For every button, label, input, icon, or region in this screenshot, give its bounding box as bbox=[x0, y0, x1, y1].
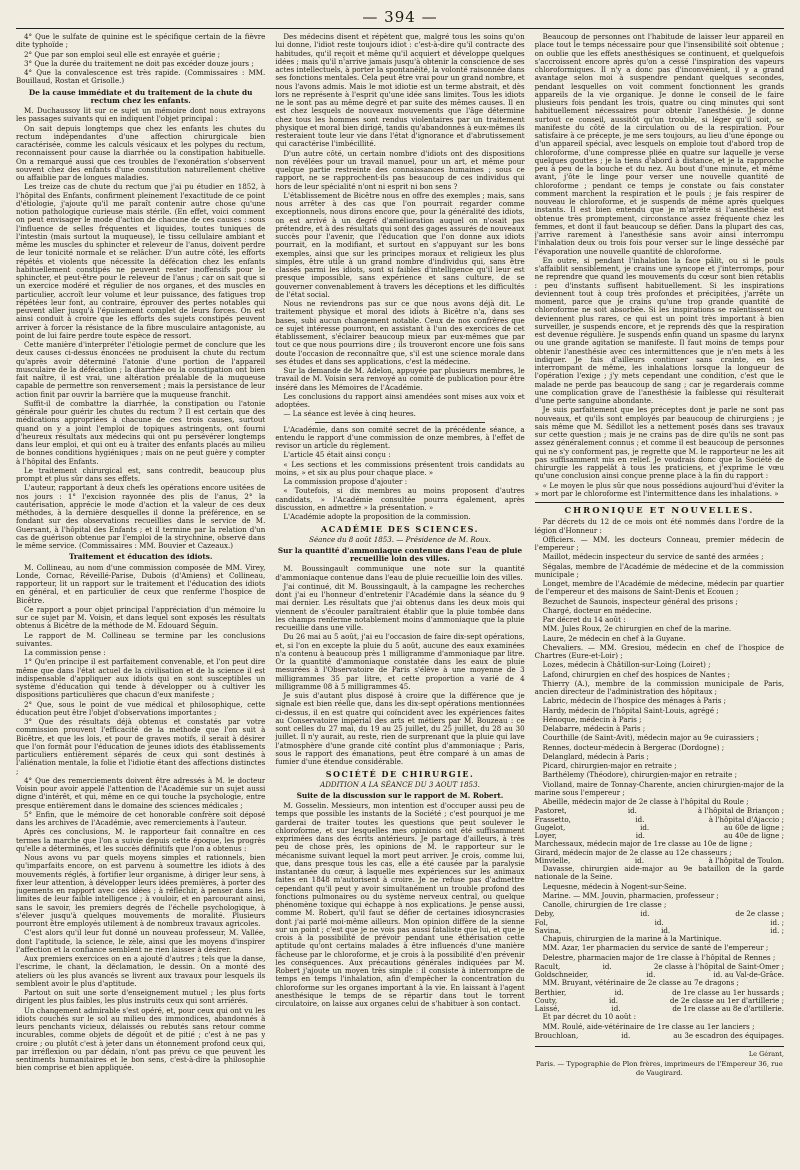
paragraph: Par décrets du 12 de ce mois ont été nommés dans l'ordre de la légion d'Honneur : bbox=[534, 517, 784, 535]
paragraph: Delabarre, médecin à Paris ; bbox=[542, 724, 646, 733]
paragraph: Lafond, chirurgien en chef des hospices de Nantes ; bbox=[542, 669, 731, 679]
section-title: ACADÉMIE DES SCIENCES. bbox=[321, 524, 479, 535]
paragraph: Rennes, docteur-médecin à Bergerac (Dordogne) ; bbox=[542, 742, 725, 752]
paragraph: Officiers. — MM. les docteurs Conneau, premier médecin de l'empereur ; bbox=[534, 534, 784, 552]
paragraph: La commission propose d'ajouter : bbox=[283, 477, 408, 486]
list-cell: id. bbox=[635, 814, 645, 824]
paragraph: 5° Enfin, que le mémoire de cet honorable confrère soit déposé dans les archives de l'Académie, avec remerciements à l'auteur. bbox=[16, 809, 266, 827]
paragraph: Longet, membre de l'Académie de médecine, médecin par quartier de l'empereur et des maisons de Saint-Denis et Ecouen ; bbox=[534, 579, 784, 597]
list-cell: à l'hôpital de Toulon. bbox=[708, 855, 784, 865]
divider bbox=[315, 422, 484, 423]
paragraph: Des médecins disent et répètent que, malgré tous les soins qu'on lui donne, l'idiot reste toujours idiot : c'est-à-dire qu'il contracte des habitudes, qu'il reçoit et même qu'il acquiert et développe quelques idées ; mais qu'il n'arrive jamais jusqu'à obtenir la conscience de ses actes intellectuels, à porter la spontanéité, la volonté raisonnée dans ses fonctions mentales. Cela peut être vrai pour un grand nombre, et nous l'avons admis. Mais le mot idiotie est un terme abstrait, et dès lors ne représente à l'esprit qu'une idée sans limites. Tous les idiots ne le sont pas au même degré et par suite des mêmes causes. Il en est chez lesquels de nouveaux mouvements que l'âge détermine chez tous les hommes sont rendus violentaires par un traitement physique et moral bien dirigé, tandis qu'abandonnés à eux-mêmes ils resteraient toute leur vie dans l'état d'ignorance et d'abrutissement qui caractérise l'imbécillité. bbox=[275, 33, 525, 149]
paragraph: Hénoque, médecin à Paris ; bbox=[542, 714, 642, 724]
paragraph: En outre, si pendant l'inhalation la face pâlit, ou si le pouls s'affaiblit sensiblement, je crains une syncope et j'interromps, pour ne reprendre que quand les mouvements du cœur sont bien rétablis : peu d'instants suffisent habituellement. Si les inspirations deviennent tout à coup très profondes et précipitées, j'arrête un moment, parce que je crains qu'une trop grande quantité de chloroforme ne soit absorbée. Si les inspirations se ralentissent ou deviennent plus rares, ce qui est un point très important à bien surveiller, je suspends encore, et je reprends dès que la respiration est devenue régulière. Je suspends enfin quand un spasme du larynx ou une grande agitation se manifeste. Il faut moins de temps pour obtenir l'anesthésie avec ces intermittences que je n'en mets à les indiquer. Je fais d'ailleurs continuer sans crainte, en les interrompant de même, les inhalations lorsque la longueur de l'opération l'exige ; j'y mets cependant une condition, c'est que le malade ne perde pas beaucoup de sang ; car je regarderais comme une complication grave de l'anesthésie la faiblesse qui résulterait d'une perte sanguine abondante. bbox=[534, 255, 784, 405]
section-title: CHRONIQUE ET NOUVELLES. bbox=[564, 506, 755, 516]
paragraph: Beaucoup de personnes ont l'habitude de laisser leur appareil en place tout le temps nécessaire pour que l'insensibilité soit obtenue ; on oublie que les effets anesthésiques se continuent, et quelquefois s'accroissent encore après qu'on a cessé l'inspiration des vapeurs chloroformiques. Il n'y a donc pas d'inconvénient, il y a grand avantage selon moi à suspendre pendant quelques secondes, pendant lesquelles on voit comment fonctionnent les grands appareils de la vie organique. Je donne le conseil de le faire plusieurs fois pendant les trois, quatre ou cinq minutes qui sont habituellement nécessaires pour obtenir l'anesthésie. Je donne surtout ce conseil, aussitôt qu'un trouble, si léger qu'il soit, se manifeste du côté de la circulation ou de la respiration. Pour satisfaire à ce précepte, je me sers toujours, au lieu d'une éponge ou d'un appareil spécial, avec lesquels on emploie tout d'abord trop de chloroforme, d'une compresse pliée en quatre sur laquelle je verse quelques gouttes ; je la tiens d'abord à distance, et je la rapproche peu à peu de la bouche et du nez. Au bout d'une minute, et même avant, j'ôte le linge pour verser une nouvelle quantité de chloroforme ; pendant ce temps je constate ou fais constater comment marchent la respiration et le pouls ; je fais respirer de nouveau le chloroforme, et je suspends de même après quelques instants. Il est bien entendu que je m'arrête si l'anesthésie est obtenue très promptement, circonstance assez fréquente chez les femmes, et dont il faut beaucoup se défier. Dans la plupart des cas, j'arrive rarement à l'anesthésie sans avoir ainsi interrompu l'inhalation deux ou trois fois pour verser sur le linge desséché par l'évaporation une nouvelle quantité de chloroforme. bbox=[534, 33, 784, 256]
paragraph: 1° Qu'en principe il est parfaitement convenable, et l'on peut dire même que dans l'état actuel de la civilisation et de la science il est indispensable d'appliquer aux idiots qui en sont susceptibles un système d'éducation qui tende à développer ou à cultiver les dispositions particulières que chacun d'eux manifeste ; bbox=[16, 657, 266, 700]
paragraph: Les treize cas de chute du rectum que j'ai pu étudier en 1852, à l'hôpital des Enfants, confirment pleinement l'exactitude de ce point d'étiologie, j'ajoute qu'il me paraît contenir autre chose qu'une notion pathologique curieuse mais stérile. (En effet, voici comment on peut envisager le mode d'action de chacune de ces causes : sous l'influence de selles fréquentes et liquides, toutes tuniques de l'intestin (mais surtout la muqueuse), le tissu cellulaire ambiant et même les muscles du sphincter et releveur de l'anus, doivent perdre de leur tonicité normale et se relâcher. D'un autre côté, les efforts répétés et violents que nécessite la défécation chez les enfants habituellement constipés ne peuvent rester inoffensifs pour le sphincter, et peut-être pour le releveur de l'anus ; car on sait que si un exercice modéré et régulier de nos organes, et des muscles en particulier, accroît leur volume et leur puissance, des fatigues trop répétées leur font, au contraire, éprouver des pertes notables qui peuvent aller jusqu'à l'épuisement complet de leurs forces. On est ainsi conduit à croire que les efforts des sujets constipés peuvent arriver à forcer la résistance de la fibre musculaire antagoniste, au point de lui faire perdre toute espèce de ressort. bbox=[16, 182, 266, 340]
paragraph: Après ces conclusions, M. le rapporteur fait connaître en ces termes la marche que l'on a suivie depuis cette époque, les progrès qu'elle a déterminés, et les succès définitifs que l'on a obtenus : bbox=[16, 827, 266, 853]
list-cell: id. bbox=[621, 1030, 631, 1040]
paragraph: L'établissement de Bicêtre nous en offre des exemples ; mais, sans nous arrêter à des cas que l'on pourrait regarder comme exceptionnels, nous dirons encore que, pour la généralité des idiots, on est arrivé à un degré d'amélioration auquel on n'osait pas prétendre, et à des résultats qui sont des gages assurés de nouveaux succès pour l'avenir, que l'éducation que l'on donne aux idiots pourrait, en la modifiant, et surtout en s'appuyant sur les bons exemples, ainsi que sur les principes moraux et religieux les plus simples, être utile à un grand nombre d'individus qui, sans être classés parmi les idiots, sont si faibles d'intelligence qu'il leur est presque impossible, sans expérience et sans culture, de se gouverner convenablement à travers les déceptions et les difficultés de l'état social. bbox=[275, 190, 525, 299]
list-cell: id. bbox=[608, 995, 619, 1005]
paragraph: Un changement admirable s'est opéré, et, pour ceux qui ont vu les idiots couchés sur le sol au milieu des immondices, abandonnés à leurs penchants vicieux, délaissés ou rebutés sans retour comme incurables, comme objets de dégoût et de pitié ; c'est à ne pas y croire ; ou plutôt c'est à jeter dans un étonnement profond ceux qui, par irréflexion ou par dédain, n'ont pas prévu ce que peuvent les sentiments humanitaires et le bon sens, c'est-à-dire la philosophie bien comprise et bien appliquée. bbox=[16, 1005, 266, 1073]
paragraph: Le traitement chirurgical est, sans contredit, beaucoup plus prompt et plus sûr dans ses effets. bbox=[16, 465, 266, 483]
paragraph: Violland, maire de Tonnay-Charente, ancien chirurgien-major de la marine sous l'empereur ; bbox=[534, 779, 784, 797]
paragraph: Maillot, médecin inspecteur du service de santé des armées ; bbox=[542, 552, 764, 562]
text-columns bbox=[16, 33, 784, 1157]
list-cell: Deby, bbox=[534, 909, 555, 919]
paragraph: La commission pense : bbox=[24, 648, 106, 657]
paragraph: Marine. — MM. Jouvin, pharmacien, professeur ; bbox=[542, 890, 719, 900]
list-cell: Berthier, bbox=[534, 987, 567, 997]
paragraph: « Toutefois, si dix membres au moins proposent d'autres candidats, » l'Académie consultée pourra également, après discussion, en admettre » la présentation. » bbox=[275, 486, 525, 512]
list-cell: id. bbox=[640, 822, 650, 832]
list-cell: au 60e de ligne ; bbox=[723, 822, 784, 832]
paragraph: Hardy, médecin de l'hôpital Saint-Louis, agrégé ; bbox=[542, 705, 719, 715]
paragraph: 4° Que des remerciements doivent être adressés à M. le docteur Voisin pour avoir appelé l'attention de l'Académie sur un sujet aussi digne d'intérêt, et qui, même en ce qui touche la psychologie, entre presque entièrement dans le domaine des sciences médicales ; bbox=[16, 775, 266, 810]
list-cell: id. bbox=[634, 855, 644, 865]
paragraph: Labric, médecin de l'hospice des ménages à Paris ; bbox=[542, 696, 727, 706]
list-cell: Goldschneider, bbox=[534, 970, 589, 979]
paragraph: 2° Que par son emploi seul elle est enrayée et guérie ; bbox=[24, 49, 221, 59]
paragraph: Je suis parfaitement que les préceptes dont je parle ne sont pas nouveaux, et qu'ils sont employés par beaucoup de chirurgiens ; je sais même que M. Sédillot les a nettement posés dans ses travaux sur cette question ; mais je ne crains pas de dire qu'ils ne sont pas assez généralement connus ; et comme il est beaucoup de personnes qui ne s'y conforment pas, je regrette que M. le rapporteur ne les ait pas suffisamment mis en relief. Je voudrais donc que la Société de chirurgie les rappelât à tous les praticiens, et j'exprime le vœu qu'une conclusion ainsi conçue prenne place à la fin du rapport : bbox=[534, 405, 784, 481]
session-line: Séance du 8 août 1853. — Présidence de M. Roux. bbox=[309, 534, 491, 544]
paragraph: Ségalas, membre de l'Académie de médecine et de la commission municipale ; bbox=[534, 561, 784, 579]
paragraph: Lozes, médecin à Châtillon-sur-Loing (Loiret) ; bbox=[542, 660, 711, 670]
list-cell: Pastoret, bbox=[534, 806, 567, 816]
paragraph: Laure, 2e médecin en chef à la Guyane. bbox=[542, 633, 686, 643]
paragraph: M. Boussingault communique une note sur la quantité d'ammoniaque contenue dans l'eau de pluie recueillie loin des villes. bbox=[275, 564, 525, 582]
column-left bbox=[16, 33, 265, 1157]
paragraph: Barthélemy (Théodore), chirurgien-major en retraite ; bbox=[542, 770, 738, 780]
paragraph: Partout on suit une sorte d'enseignement mutuel ; les plus forts dirigent les plus faibles, les plus instruits ceux qui sont arriérés. bbox=[16, 988, 266, 1006]
list-cell: Couty, bbox=[534, 995, 558, 1005]
section-title: SOCIÉTÉ DE CHIRURGIE. bbox=[325, 769, 475, 780]
paragraph: Et par décret du 10 août : bbox=[542, 1012, 636, 1022]
page-header bbox=[16, 6, 784, 29]
list-cell: Laissé, bbox=[534, 1004, 560, 1013]
paragraph: L'Académie, dans son comité secret de la précédente séance, a entendu le rapport d'une commission de onze membres, à l'effet de revisor un article du règlement. bbox=[275, 424, 525, 450]
section-heading: Traitement et éducation des idiots. bbox=[68, 552, 213, 562]
paragraph: Canolle, chirurgien de 1re classe ; bbox=[542, 900, 667, 909]
section-heading: Sur la quantité d'ammoniaque contenue dans l'eau de pluie recueillie loin des villes. bbox=[277, 545, 523, 563]
paragraph: Sur la demande de M. Adelon, appuyée par plusieurs membres, le travail de M. Voisin sera renvoyé au comité de publication pour être inséré dans les Mémoires de l'Académie. bbox=[275, 366, 525, 392]
list-cell: Brouchloan, bbox=[534, 1030, 579, 1040]
list-cell: Girard, médecin major de 2e classe au 12e chasseurs ; bbox=[534, 847, 732, 857]
list-cell: de 1re classe au 8e d'artillerie. bbox=[672, 1004, 784, 1013]
appointment-list bbox=[535, 963, 784, 980]
paragraph: MM. Azar, 1er pharmacien du service de santé de l'empereur ; bbox=[542, 943, 769, 953]
list-cell: Racult, bbox=[534, 961, 561, 971]
list-cell: au 40e de ligne ; bbox=[723, 831, 784, 840]
paragraph: MM. Jules Roux, 2e chirurgien en chef de la marine. bbox=[542, 624, 732, 634]
paragraph: Bezuchet de Saunois, inspecteur général des prisons ; bbox=[542, 596, 738, 606]
appointment-list bbox=[535, 989, 784, 1014]
paragraph: L'Académie adopte la proposition de la commission. bbox=[283, 512, 471, 521]
paragraph: Picard, chirurgien-major en retraite ; bbox=[542, 761, 677, 770]
column-middle bbox=[275, 33, 524, 1157]
paragraph: Les conclusions du rapport ainsi amendées sont mises aux voix et adoptées. bbox=[275, 391, 525, 409]
session-line: ADDITION A LA SÉANCE DU 3 AOUT 1853. bbox=[320, 779, 480, 789]
list-cell: id. bbox=[635, 831, 645, 840]
paragraph: L'article 45 était ainsi conçu : bbox=[283, 450, 391, 460]
list-cell: id. au Val-de-Grâce. bbox=[713, 970, 784, 979]
appointment-list bbox=[535, 807, 784, 865]
divider bbox=[535, 502, 784, 503]
paragraph: MM. Roulé, aide-vétérinaire de 1re classe au 1er lanciers ; bbox=[542, 1021, 755, 1031]
paragraph: D'un autre côté, un certain nombre d'idiots ont des dispositions non révélées pour un travail manuel, pour un art, et même pour quelque partie restreinte des connaissances humaines ; sous ce rapport, ne se rapprochent-ils pas beaucoup de ces individus qui hors de leur spécialité n'ont ni esprit ni bon sens ? bbox=[275, 148, 525, 191]
section-heading: De la cause immédiate et du traitement de la chute du rectum chez les enfants. bbox=[28, 87, 253, 105]
paragraph: MM. Bruyant, vétérinaire de 2e classe au 7e dragons ; bbox=[542, 978, 739, 988]
list-cell: au 3e escadron des équipages. bbox=[673, 1030, 784, 1040]
list-cell: à l'hôpital d'Ajaccio ; bbox=[708, 814, 784, 824]
list-item bbox=[535, 1032, 784, 1040]
paragraph: Nous avons vu par quels moyens simples et rationnels, bien qu'imparfaits encore, on est parvenu à soumettre les idiots à des mouvements réglés, à fortifier leur organisme, à diriger leur sens, à fixer leur attention, à développer leurs idées premières, à porter des jugements en rapport avec ces idées ; à réfléchir, à penser dans les limites de leur faible intelligence ; à vouloir, et en parcourant ainsi, sans le savoir, les premiers degrés de l'échelle psychologique, à s'élever jusqu'à quelques mouvements de moralité. Plusieurs pourront être employés utilement à de nombreux travaux agricoles. bbox=[16, 853, 266, 928]
list-cell: id. bbox=[640, 909, 650, 919]
imprint-footer bbox=[535, 1046, 784, 1077]
list-cell: id. bbox=[611, 1004, 621, 1013]
paragraph: Courthille (de Saint-Avit), médecin major au 9e cuirassiers ; bbox=[542, 733, 759, 743]
list-cell: id. bbox=[614, 987, 624, 997]
paragraph: M. Duchaussoy lit sur ce sujet un mémoire dont nous extrayons les passages suivants qui en indiquent l'objet principal : bbox=[16, 106, 266, 124]
paragraph: Abeille, médecin major de 2e classe à l'hôpital du Roule ; bbox=[542, 797, 749, 806]
list-cell: id. bbox=[646, 970, 656, 979]
paragraph: L'auteur, rapportant à deux chefs les opérations encore usitées de nos jours : 1° l'excision rayonnée des plis de l'anus, 2° la cautérisation, apprécie le mode d'action et la valeur de ces deux méthodes, à la dernière desquelles il donne la préférence, en se fondant sur des observations recueillies dans le service de M. Guersant, à l'hôpital des Enfants ; et il termine par la relation d'un cas de guérison obtenue par l'emploi de la strychnine, observé dans le même service. (Commissaires : MM. Bouvier et Cazeaux.) bbox=[16, 483, 266, 550]
paragraph: On sait depuis longtemps que chez les enfants les chutes du rectum indépendantes d'une affection chirurgicale bien caractérisée, comme les calculs vésicaux et les polypes du rectum, reconnaissent pour cause la diarrhée ou la constipation habituelle. On a remarqué aussi que ces troubles de l'exonération s'observent souvent chez des enfants d'une constitution naturellement chétive ou affaiblie par de longues maladies. bbox=[16, 123, 266, 182]
list-cell: id. ; bbox=[770, 917, 784, 927]
paragraph: 3° Que la durée du traitement ne doit pas excéder douze jours ; bbox=[24, 58, 254, 68]
gerant-label: Le Gérant, bbox=[748, 1050, 784, 1058]
list-cell: Loyer, bbox=[534, 831, 557, 840]
list-cell: de 2e classe au 1er d'artillerie ; bbox=[669, 995, 784, 1005]
list-cell: Marchessaux, médecin major de 1re classe au 10e de ligne ; bbox=[534, 839, 753, 849]
list-cell: id. bbox=[602, 961, 612, 971]
paragraph: Je suis d'autant plus disposé à croire que la différence que je signale est bien réelle que, dans les dix-sept opérations mentionnées ci-dessus, il en est quatre qui coïncident avec les expériences faites au Conservatoire impérial des arts et métiers par M. Bouzeau : ce sont celles du 27 mai, du 19 au 25 juillet, du 25 juillet, du 28 au 30 juillet. Il n'y aurait, au reste, rien de surprenant que la pluie qui lave l'atmosphère d'une grande cité contînt plus d'ammoniaque ; Paris, sous le rapport des émanations, peut être comparé à un amas de fumier d'une étendue considérable. bbox=[275, 691, 525, 766]
paragraph: Thierry (A.), membre de la commission municipale de Paris, ancien directeur de l'administration des hôpitaux ; bbox=[534, 678, 784, 696]
paragraph: Chargé, docteur en médecine. bbox=[542, 605, 652, 615]
section-heading: Suite de la discussion sur le rapport de M. Robert. bbox=[296, 790, 504, 800]
column-right bbox=[535, 33, 784, 1157]
paragraph: Nous ne reviendrons pas sur ce que nous avons déjà dit. Le traitement physique et moral des idiots à Bicêtre n'a, dans ses bases, subi aucun changement notable. Ceux de nos confrères que ce sujet intéresse pourront, en assistant à l'un des exercices de cet établissement, s'éclairer beaucoup mieux par eux-mêmes que par tout ce que nous pourrions dire ; ils trouveront encore une fois sans doute l'occasion de reconnaître que, s'il est une science morale dans ses études et dans ses applications, c'est la médecine. bbox=[275, 299, 525, 366]
list-cell: de 2e classe ; bbox=[735, 909, 784, 919]
paragraph: Delanglard, médecin à Paris ; bbox=[542, 751, 649, 761]
list-cell: Gugelot, bbox=[534, 822, 566, 832]
paragraph: Lequesne, médecin à Nogent-sur-Seine. bbox=[542, 881, 687, 891]
list-cell: de 1re classe au 1er hussards ; bbox=[672, 987, 784, 997]
paragraph: 4° Que la convalescence est très rapide. (Commissaires : MM. Bouillaud, Rostan et Grisolle.) bbox=[16, 68, 266, 86]
paragraph: Suffit-il de combattre la diarrhée, la constipation ou l'atonie générale pour guérir les chutes du rectum ? Il est certain que des médications appropriées à chacune de ces trois causes, surtout quand on y a joint l'emploi de topiques astringents, ont fourni d'heureux résultats aux médecins qui ont pu persévérer longtemps dans leur emploi, et qui ont eu à traiter des enfants placés au milieu de bonnes conditions hygiéniques ; mais on ne peut guère y compter à l'hôpital des Enfants. bbox=[16, 398, 266, 466]
paragraph: Par décret du 14 août : bbox=[542, 615, 626, 624]
list-cell: à l'hôpital de Briançon ; bbox=[697, 806, 784, 816]
paragraph: « Le moyen le plus sûr que nous possédions aujourd'hui d'éviter la » mort par le chloroforme est l'intermittence dans les inhalations. » bbox=[534, 480, 784, 498]
paragraph: 3° Que des résultats déjà obtenus et constatés par votre commission prouvent l'efficacité de la méthode que l'on suit à Bicêtre, et que les lois, et pour de graves motifs, il serait à désirer que l'on formât pour l'éducation de jeunes idiots des établissements particuliers entièrement séparés de ceux qui sont destinés à l'aliénation mentale, la folie et l'idiotie étant des affections distinctes ; bbox=[16, 717, 266, 776]
paragraph: 2° Que, sous le point de vue médical et philosophique, cette éducation peut être l'objet d'observations importantes ; bbox=[16, 699, 266, 717]
list-cell: Fol, bbox=[534, 917, 548, 927]
paragraph: J'ai continué, dit M. Boussingault, à la campagne les recherches dont j'ai eu l'honneur d'entretenir l'Académie dans la séance du 9 mai dernier. Les résultats que j'ai obtenus dans les deux mois qui viennent de s'écouler paraîtraient établir que la pluie tombée dans les champs renferme notablement moins d'ammoniaque que la pluie recueillie dans une ville. bbox=[275, 581, 525, 632]
list-cell: id. bbox=[627, 806, 637, 816]
list-cell: Frassetto, bbox=[534, 814, 571, 824]
appointment-list bbox=[535, 910, 784, 935]
paragraph: Le rapport de M. Collineau se termine par les conclusions suivantes. bbox=[16, 630, 266, 648]
paragraph: Davasse, chirurgien aide-major au 9e bataillon de la garde nationale de la Seine. bbox=[534, 864, 784, 882]
paragraph: Cette manière d'interpréter l'étiologie permet de conclure que les deux causes ci-dessus énoncées ne produisent la chute du rectum qu'après avoir déterminé l'atonie d'une portion de l'appareil musculaire de la défécation ; la diarrhée ou la constipation ont bien fait naître, il est vrai, une altération préalable de la muqueuse capable de permettre son renversement ; mais la persistance de leur action finit par ouvrir la barrière que la muqueuse franchit. bbox=[16, 340, 266, 399]
paragraph: Chevaliers. — MM. Gresiou, médecin en chef de l'hospice de Chartres (Eure-et-Loir) ; bbox=[534, 642, 784, 660]
paragraph: C'est alors qu'il leur fut donné un nouveau professeur, M. Vallée, dont l'aptitude, la science, le zèle, ainsi que les moyens d'inspirer l'affection et la confiance semblent ne rien laisser à désirer. bbox=[16, 928, 266, 954]
list-cell: 2e classe à l'hôpital de Saint-Omer ; bbox=[653, 961, 784, 971]
list-cell: Savina, bbox=[534, 925, 562, 935]
paragraph: M. Collineau, au nom d'une commission composée de MM. Virey, Londe, Cornac, Réveillé-Parise, Dubois (d'Amiens) et Collineau, rapporteur, lit un rapport sur le traitement et l'éducation des idiots en général, et en particulier de ceux que renferme l'hospice de Bicêtre. bbox=[16, 562, 266, 605]
paragraph: « Les sections et les commissions présentent trois candidats au moins, » et six au plus pour chaque place. » bbox=[275, 459, 525, 477]
list-cell: id. bbox=[654, 917, 664, 927]
paragraph: — La séance est levée à cinq heures. bbox=[283, 409, 416, 419]
paragraph: Delestre, pharmacien major de 1re classe à l'hôpital de Rennes ; bbox=[542, 952, 776, 962]
paragraph: Aux premiers exercices on en a ajouté d'autres ; tels que la danse, l'escrime, le chant, la déclamation, le dessin. On a monté des ateliers où les plus avancés se livrent aux travaux pour lesquels ils semblent avoir le plus d'aptitude. bbox=[16, 954, 266, 988]
paragraph: Ce rapport a pour objet principal l'appréciation d'un mémoire lu sur ce sujet par M. Voisin, et dans lequel sont exposés les résultats obtenus à Bicêtre de la méthode de M. Edouard Séguin. bbox=[16, 604, 266, 631]
printer-line: Paris. — Typographie de Plon frères, imprimeurs de l'Empereur 36, rue de Vaugirard. bbox=[535, 1060, 783, 1077]
paragraph: Du 26 mai au 5 août, j'ai eu l'occasion de faire dix-sept opérations, et, si l'on en excepte la pluie du 5 août, aucune des eaux examinées n'a contenu à beaucoup près 1 milligramme d'ammoniaque par litre. Or la quantité d'ammoniaque constatée dans les eaux de pluie mesurées à l'Observatoire de Paris s'élève à une moyenne de 3 milligrammes 35 par litre, et cette proportion a varié de 4 milligramme 08 à 5 milligrammes 45. bbox=[275, 632, 525, 691]
list-cell: Minvielle, bbox=[534, 855, 571, 865]
page-number: — 394 — bbox=[362, 8, 438, 26]
appointment-list bbox=[535, 1032, 784, 1040]
paragraph: M. Gosselin. Messieurs, mon intention est d'occuper aussi peu de temps que possible les instants de la Société ; c'est pourquoi je me garderai de traiter toutes les questions que peut soulever le chloroforme, et sur lesquelles mes opinions ont été suffisamment exprimées dans des écrits antérieurs. Je partage d'ailleurs, à très peu de chose près, les opinions de M. le rapporteur sur le mécanisme suivant lequel la mort peut arriver. Je crois, comme lui, que, dans presque tous les cas, elle a été causée par la paralysie instantanée du cœur, à laquelle mes expériences sur les animaux faites en 1848 m'autorisent à croire. Je ne refuse pas d'admettre cependant qu'il peut y avoir simultanément un trouble profond des fonctions pulmonaires ou du système nerveux central, ou quelque phénomène toxique qui échappe à nos explications. Je pense aussi, comme M. Robert, qu'il faut se défier de certaines idiosyncrasies dont j'ai parlé moi-même ailleurs. Mon opinion diffère de la sienne sur un point ; c'est que je ne vois pas aussi fataliste que lui, et que je crois à la possibilité de prévoir pendant une éthérisation cette aptitude qu'ont certains malades à être influencés d'une manière fâcheuse par le chloroforme, et je crois à la possibilité d'en prévenir les conséquences. Aux précautions générales indiquées par M. Robert j'ajoute un moyen très simple : il consiste à interrompre de temps en temps l'inhalation, afin d'empêcher la concentration du chloroforme sur les organes important à la vie. En laissant à l'agent anesthésique le temps de se répartir dans tout le torrent circulatoire, on laisse aux organes celui de s'habituer à son contact. bbox=[275, 801, 525, 1008]
list-cell: id. bbox=[661, 925, 671, 935]
list-item bbox=[535, 919, 784, 927]
list-cell: id. ; bbox=[770, 925, 784, 935]
paragraph: Chapuis, chirurgien de la marine à la Martinique. bbox=[542, 934, 722, 943]
paragraph: 4° Que le sulfate de quinine est le spécifique certain de la fièvre dite typhoïde ; bbox=[16, 33, 266, 50]
